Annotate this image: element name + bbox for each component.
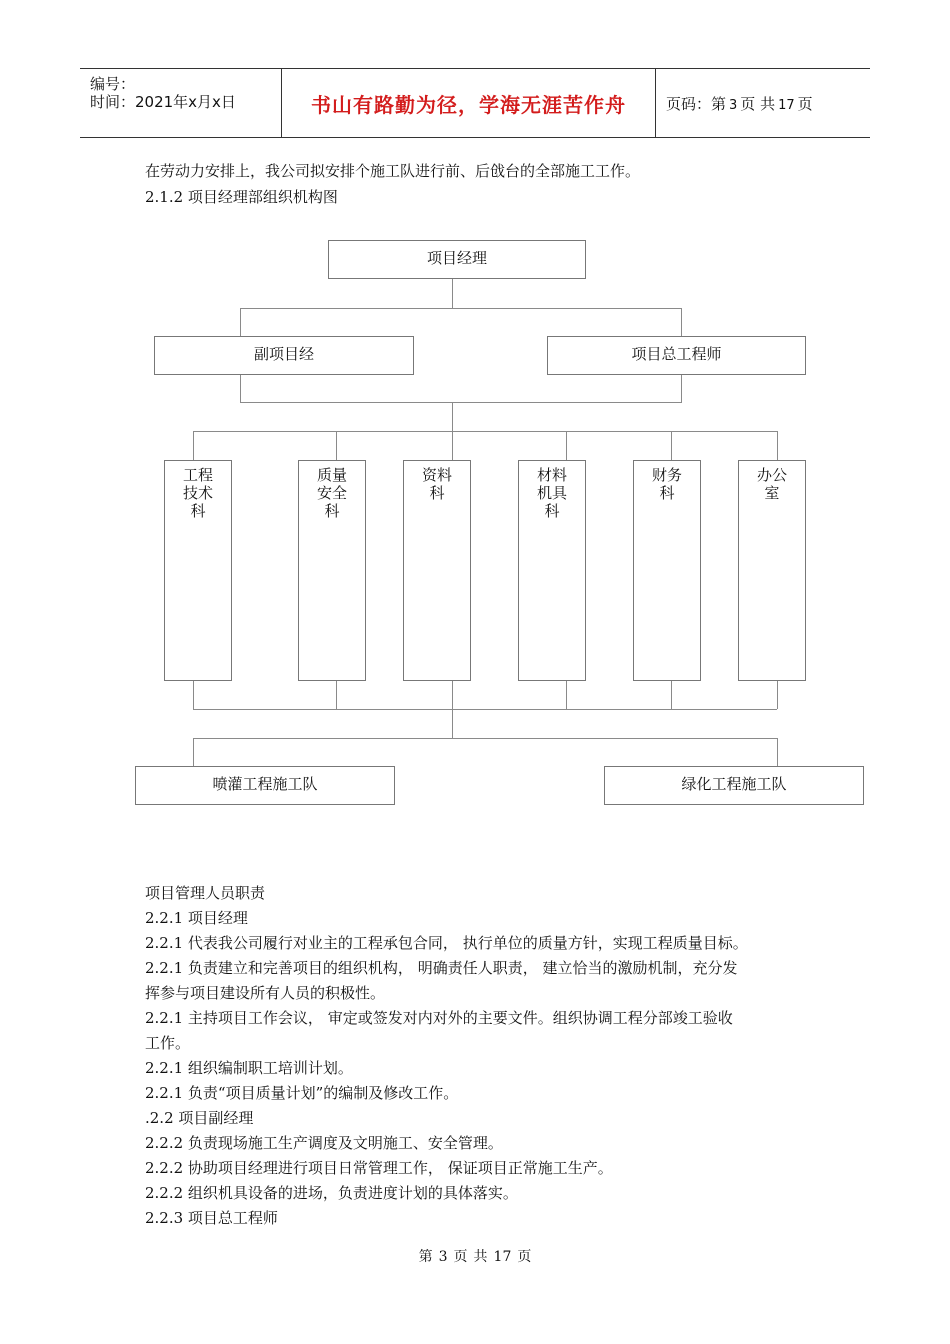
org-box-quality-safety-dept: 质量 安全 科 <box>298 460 366 681</box>
connector-line <box>452 402 453 431</box>
text-line: 2.2.1 组织编制职工培训计划。 <box>145 1059 353 1077</box>
text-line: 2.2.1 负责建立和完善项目的组织机构， 明确责任人职责， 建立恰当的激励机制，充分发 <box>145 959 738 977</box>
document-number-label: 编号： <box>90 75 136 93</box>
connector-line <box>193 431 777 432</box>
text-line: 2.2.1 项目经理 <box>145 909 248 927</box>
text-line: 工作。 <box>145 1034 191 1052</box>
connector-line <box>566 680 567 709</box>
connector-line <box>193 680 194 709</box>
connector-line <box>681 308 682 336</box>
connector-line <box>452 709 453 738</box>
page-counter: 页码：第 3 页 共 17 页 <box>666 95 813 113</box>
connector-line <box>240 374 241 402</box>
text-line: 2.2.1 主持项目工作会议， 审定或签发对内对外的主要文件。组织协调工程分部竣工验收 <box>145 1009 733 1027</box>
text-line: 2.2.2 协助项目经理进行项目日常管理工作， 保证项目正常施工生产。 <box>145 1159 613 1177</box>
footer-total-pages: 17 <box>493 1249 512 1265</box>
section-heading-org-chart: 2.1.2 项目经理部组织机构图 <box>145 188 338 206</box>
connector-line <box>777 680 778 709</box>
connector-line <box>240 402 682 403</box>
connector-line <box>193 709 777 710</box>
footer-page-number: 3 <box>438 1249 448 1265</box>
connector-line <box>240 308 682 309</box>
text-line: 挥参与项目建设所有人员的积极性。 <box>145 984 386 1002</box>
org-box-office: 办公 室 <box>738 460 806 681</box>
text-line: 项目管理人员职责 <box>145 884 266 902</box>
connector-line <box>452 431 453 461</box>
connector-line <box>193 738 194 767</box>
connector-line <box>452 278 453 308</box>
org-box-finance-dept: 财务 科 <box>633 460 701 681</box>
header-meta <box>80 69 281 137</box>
connector-line <box>777 431 778 461</box>
connector-line <box>671 680 672 709</box>
header-page-info <box>656 69 870 137</box>
connector-line <box>240 308 241 336</box>
header-motto-cell <box>281 69 656 137</box>
org-box-project-manager: 项目经理 <box>328 240 586 279</box>
connector-line <box>193 738 777 739</box>
org-box-engineering-tech-dept: 工程 技术 科 <box>164 460 232 681</box>
header-motto: 书山有路勤为径，学海无涯苦作舟 <box>311 93 626 117</box>
connector-line <box>681 374 682 402</box>
org-box-chief-engineer: 项目总工程师 <box>547 336 806 375</box>
text-line: 2.2.1 代表我公司履行对业主的工程承包合同， 执行单位的质量方针，实现工程质量目标。 <box>145 934 748 952</box>
connector-line <box>336 680 337 709</box>
text-line: 2.2.2 组织机具设备的进场，负责进度计划的具体落实。 <box>145 1184 518 1202</box>
page-footer: 第 3 页 共 17 页 <box>418 1249 532 1265</box>
connector-line <box>452 680 453 709</box>
text-line: 2.2.2 负责现场施工生产调度及文明施工、安全管理。 <box>145 1134 503 1152</box>
connector-line <box>671 431 672 461</box>
connector-line <box>566 431 567 461</box>
org-box-irrigation-team: 喷灌工程施工队 <box>135 766 395 805</box>
page-header <box>80 68 870 138</box>
connector-line <box>336 431 337 461</box>
text-line: .2.2 项目副经理 <box>145 1109 254 1127</box>
intro-paragraph: 在劳动力安排上，我公司拟安排个施工队进行前、后戗台的全部施工工作。 <box>145 162 641 180</box>
connector-line <box>193 431 194 461</box>
connector-line <box>777 738 778 767</box>
org-box-deputy-manager: 副项目经 <box>154 336 414 375</box>
text-line: 2.2.1 负责“项目质量计划”的编制及修改工作。 <box>145 1084 459 1102</box>
total-page-number: 17 <box>778 98 795 113</box>
org-box-materials-equipment-dept: 材料 机具 科 <box>518 460 586 681</box>
document-date: 时间：2021年x月x日 <box>90 93 236 111</box>
org-box-greening-team: 绿化工程施工队 <box>604 766 864 805</box>
org-box-documents-dept: 资料 科 <box>403 460 471 681</box>
text-line: 2.2.3 项目总工程师 <box>145 1209 278 1227</box>
current-page-number: 3 <box>729 98 738 113</box>
